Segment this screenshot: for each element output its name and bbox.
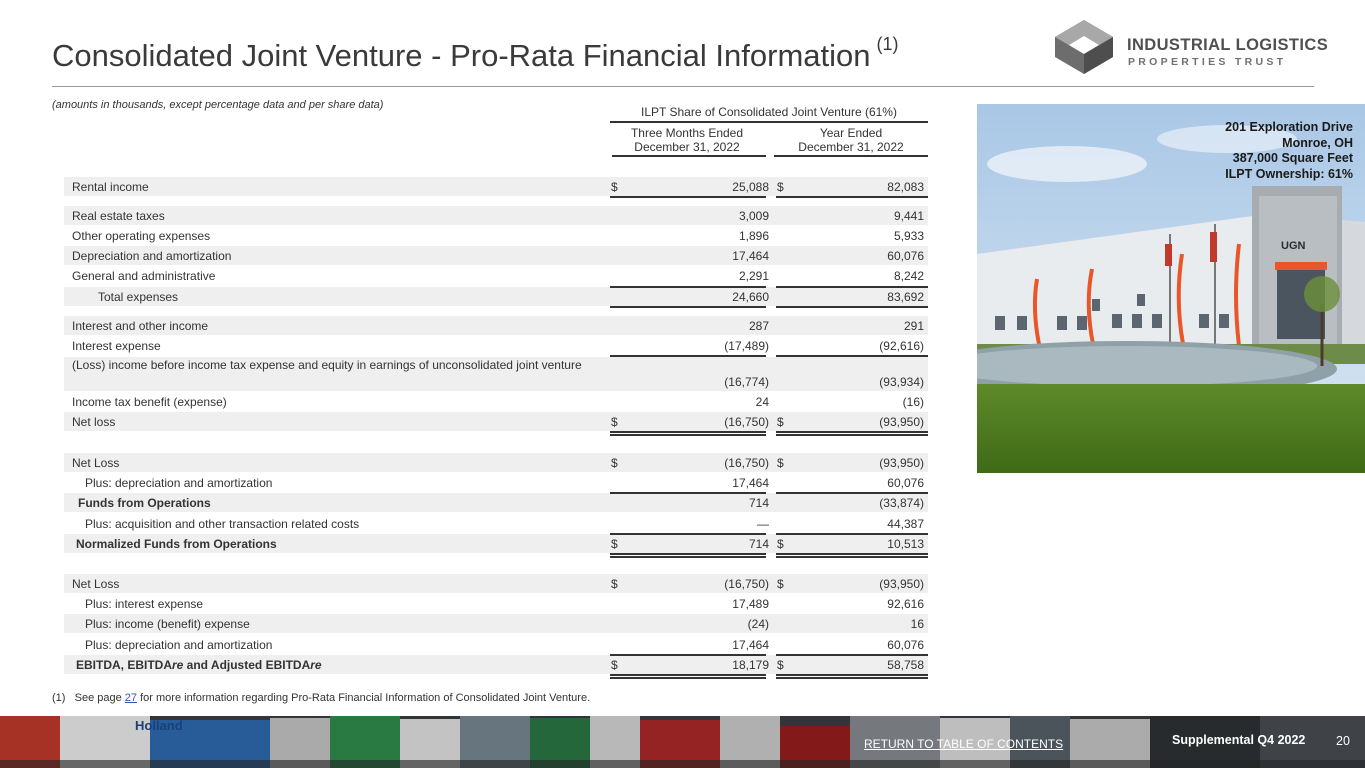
total-underline [610, 492, 766, 494]
col-header-rule [774, 155, 928, 157]
title-divider [52, 86, 1314, 87]
footnote-page-link[interactable]: 27 [124, 692, 138, 704]
trucks-banner-icon [0, 716, 1365, 768]
table-row: Plus: interest expense 17,489 92,616 [85, 597, 924, 611]
table-row: General and administrative 2,291 8,242 [72, 269, 924, 283]
total-underline [610, 654, 766, 656]
total-underline [610, 355, 766, 357]
double-underline [610, 431, 766, 433]
table-row: Rental income $ 25,088 $ 82,083 [64, 177, 928, 196]
table-row: Other operating expenses 1,896 5,933 [72, 229, 924, 243]
table-row: Plus: depreciation and amortization 17,464 60,076 [85, 638, 924, 652]
table-row: Interest and other income 287 291 [64, 316, 928, 335]
table-row: Plus: depreciation and amortization 17,464 60,076 [85, 476, 924, 490]
col-header-rule [612, 155, 766, 157]
table-row: Depreciation and amortization 17,464 60,076 [64, 246, 928, 265]
table-row: Income tax benefit (expense) 24 (16) [72, 395, 924, 409]
double-underline [610, 674, 766, 676]
total-underline [610, 286, 766, 288]
supplemental-label: Supplemental Q4 2022 [1172, 733, 1306, 747]
total-underline [776, 196, 928, 198]
double-underline [610, 553, 766, 555]
total-underline [776, 286, 928, 288]
return-to-toc-link[interactable]: RETURN TO TABLE OF CONTENTS [864, 737, 1064, 751]
table-row: Plus: income (benefit) expense (24) 16 [64, 614, 928, 633]
footnote: (1) See page 27 for more information regarding Pro-Rata Financial Information of Consolidated Joint Venture. [52, 692, 591, 704]
page-number: 20 [1336, 734, 1350, 748]
table-row: Plus: acquisition and other transaction related costs — 44,387 [85, 517, 924, 531]
total-underline [610, 306, 766, 308]
double-underline [610, 556, 766, 558]
group-header: ILPT Share of Consolidated Joint Venture (61%) [641, 105, 897, 119]
table-row: Total expenses 24,660 83,692 [64, 287, 928, 306]
col-header-year: Year Ended December 31, 2022 [798, 126, 904, 154]
svg-text:Holland: Holland [135, 718, 183, 733]
total-underline [776, 492, 928, 494]
group-header-rule [610, 121, 928, 123]
property-city: Monroe, OH [1282, 135, 1353, 150]
double-underline [776, 556, 928, 558]
table-row: Net loss $ (16,750) $ (93,950) [64, 412, 928, 431]
total-underline [610, 533, 766, 535]
col-header-three-months: Three Months Ended December 31, 2022 [630, 126, 744, 154]
footer-banner [0, 716, 1365, 768]
logo-subname: PROPERTIES TRUST [1128, 56, 1287, 68]
property-size: 387,000 Square Feet [1232, 151, 1353, 165]
table-row: Net Loss $ (16,750) $ (93,950) [64, 574, 928, 593]
property-ownership: ILPT Ownership: 61% [1225, 166, 1353, 181]
double-underline [776, 434, 928, 436]
title-footnote-ref: (1) [876, 34, 899, 54]
total-underline [776, 306, 928, 308]
double-underline [610, 677, 766, 679]
double-underline [610, 434, 766, 436]
table-row: Net Loss $ (16,750) $ (93,950) [64, 453, 928, 472]
units-note: (amounts in thousands, except percentage data and per share data) [52, 99, 384, 111]
table-row: (Loss) income before income tax expense and equity in earnings of unconsolidated joint venture (16,774) (93,934) [64, 357, 928, 391]
table-row: EBITDA, EBITDAre and Adjusted EBITDAre $ 18,179 $ 58,758 [64, 655, 928, 674]
double-underline [776, 553, 928, 555]
total-underline [610, 196, 766, 198]
property-photo [977, 104, 1365, 473]
table-row: Real estate taxes 3,009 9,441 [64, 206, 928, 225]
logo-name: INDUSTRIAL LOGISTICS [1127, 36, 1329, 54]
property-address: 201 Exploration Drive [1225, 120, 1353, 134]
double-underline [776, 431, 928, 433]
table-row: Interest expense (17,489) (92,616) [72, 339, 924, 353]
table-row: Normalized Funds from Operations $ 714 $ 10,513 [64, 534, 928, 553]
total-underline [776, 654, 928, 656]
svg-text:UGN: UGN [1281, 240, 1306, 252]
total-underline [776, 355, 928, 357]
page-title: Consolidated Joint Venture - Pro-Rata Financial Information $^{(1)}$ [52, 34, 899, 73]
property-caption [1225, 120, 1353, 182]
table-row: Funds from Operations 714 (33,874) [64, 493, 928, 512]
double-underline [776, 677, 928, 679]
total-underline [776, 533, 928, 535]
double-underline [776, 674, 928, 676]
